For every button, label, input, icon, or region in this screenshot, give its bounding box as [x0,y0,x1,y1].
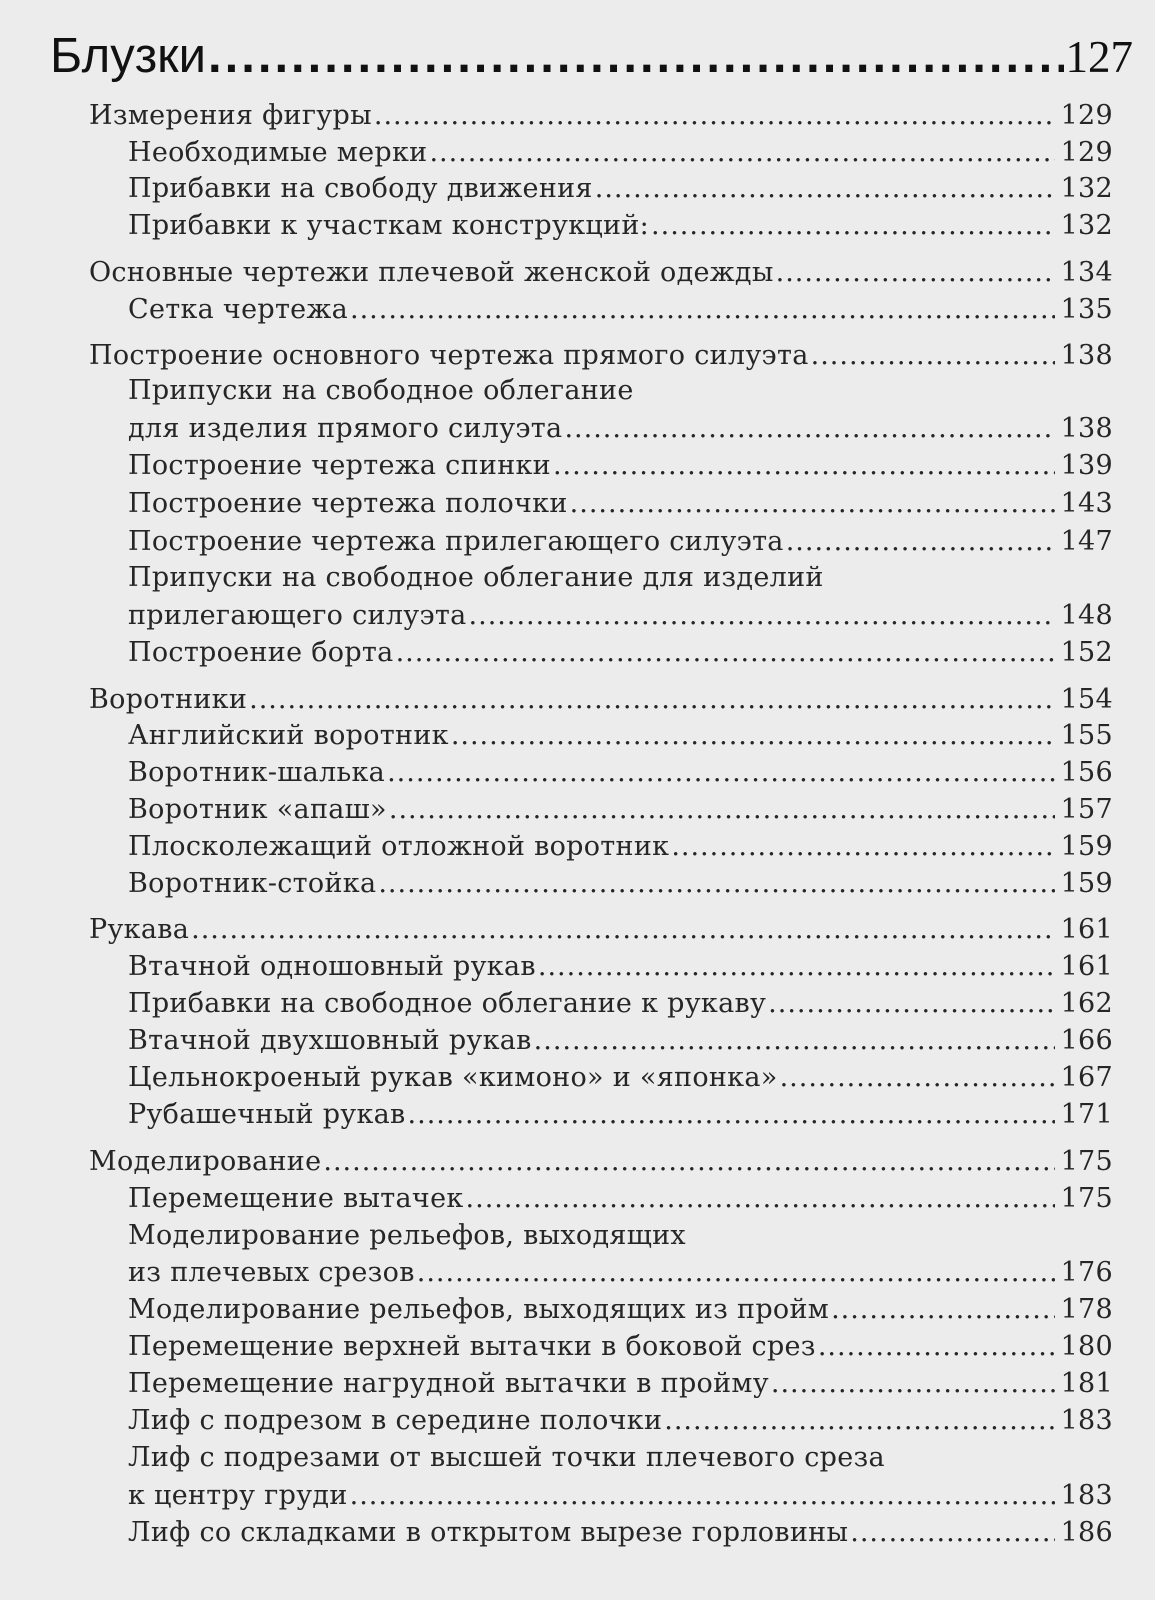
toc-entry-title: Построение чертежа спинки [128,450,551,481]
toc-entry[interactable] [0,951,1155,982]
dot-leader [553,450,1055,481]
toc-entry-page: 175 [1060,1146,1113,1177]
toc-entry-page: 129 [1060,137,1113,168]
toc-entry-title: Воротник-шалька [128,757,386,788]
toc-entry-title: Втачной одношовный рукав [128,951,536,982]
toc-entry-title: Необходимые мерки [128,137,428,168]
toc-entry[interactable] [0,1480,1155,1511]
toc-entry-page: 181 [1060,1368,1113,1399]
toc-entry[interactable] [0,340,1155,371]
toc-entry-title: Английский воротник [128,720,449,751]
toc-entry-title: Плосколежащий отложной воротник [128,831,670,862]
toc-entry-title: Прибавки на свободу движения [128,173,593,204]
dot-leader [469,600,1055,631]
toc-entry[interactable] [0,210,1155,241]
toc-entry-title: прилегающего силуэта [128,600,467,631]
toc-entry[interactable] [0,637,1155,668]
toc-entry-title: Лиф с подрезом в середине полочки [128,1405,663,1436]
toc-entry-page: 143 [1060,488,1113,519]
toc-entry[interactable] [0,720,1155,751]
toc-entry-page: 157 [1060,794,1113,825]
dot-leader [249,684,1055,715]
toc-entry-page: 155 [1060,720,1113,751]
toc-entry[interactable] [0,831,1155,862]
toc-entry[interactable] [0,757,1155,788]
dot-leader [768,988,1055,1019]
dot-leader [786,526,1055,557]
toc-entry-page: 171 [1060,1099,1113,1130]
toc-entry-title: для изделия прямого силуэта [128,413,563,444]
dot-leader [350,294,1055,325]
toc-entry-page: 154 [1060,684,1113,715]
toc-entry-title: Лиф со складками в открытом вырезе горловины [128,1517,849,1548]
toc-entry-title: Цельнокроеный рукав «кимоно» и «японка» [128,1062,778,1093]
toc-entry-page: 148 [1060,600,1113,631]
toc-entry-page: 159 [1060,831,1113,862]
dot-leader [417,1257,1055,1288]
toc-entry-title: Построение основного чертежа прямого силуэта [89,340,809,371]
dot-leader [850,1517,1055,1548]
dot-leader [811,340,1055,371]
toc-entry[interactable] [0,600,1155,631]
dot-leader [323,1146,1055,1177]
toc-entry-title: Построение борта [128,637,394,668]
toc-entry-page: 176 [1060,1257,1113,1288]
dot-leader [466,1183,1055,1214]
toc-entry-title: Построение чертежа полочки [128,488,568,519]
toc-entry[interactable] [0,1146,1155,1177]
dot-leader [396,637,1055,668]
toc-entry[interactable] [0,1257,1155,1288]
toc-entry-title: Воротники [89,684,248,715]
toc-entry[interactable] [0,294,1155,325]
dot-leader [671,831,1055,862]
dot-leader [408,1099,1055,1130]
toc-entry-page: 183 [1060,1405,1113,1436]
toc-entry-title: Прибавки на свободное облегание к рукаву [128,988,767,1019]
toc-entry-page: 183 [1060,1480,1113,1511]
toc-entry[interactable] [0,1368,1155,1399]
dot-leader [570,488,1055,519]
toc-entry[interactable] [0,1099,1155,1130]
toc-entry[interactable] [0,1183,1155,1214]
toc-entry[interactable] [0,173,1155,204]
toc-entry-title: из плечевых срезов [128,1257,415,1288]
toc-entry-title: Основные чертежи плечевой женской одежды [89,257,774,288]
dot-leader [595,173,1055,204]
toc-entry-title: Прибавки к участкам конструкций: [128,210,650,241]
toc-entry[interactable] [0,1062,1155,1093]
toc-entry-page: 178 [1060,1294,1113,1325]
dot-leader [538,951,1055,982]
dot-leader [818,1331,1055,1362]
toc-entry-title: Построение чертежа прилегающего силуэта [128,526,784,557]
toc-entry-page: 159 [1060,868,1113,899]
toc-entry-title: Перемещение нагрудной вытачки в пройму [128,1368,769,1399]
toc-entry-page: 180 [1060,1331,1113,1362]
toc-entry-title: Рубашечный рукав [128,1099,406,1130]
toc-entry[interactable] [0,100,1155,131]
dot-leader [651,210,1055,241]
toc-entry-page: 161 [1060,914,1113,945]
dot-leader [350,1480,1055,1511]
toc-entry[interactable] [0,1331,1155,1362]
toc-entry-title: Рукава [89,914,190,945]
section-heading [0,28,1155,84]
section-title: Блузки [50,29,206,83]
toc-entry[interactable] [0,413,1155,444]
toc-entry-page: 152 [1060,637,1113,668]
toc-entry-title-line: Припуски на свободное облегание для изделий [128,562,824,593]
dot-leader [771,1368,1055,1399]
toc-entry[interactable] [0,488,1155,519]
dot-leader [387,757,1055,788]
section-page-number: 127 [1065,32,1133,82]
toc-entry-page: 156 [1060,757,1113,788]
dot-leader [389,794,1055,825]
dot-leader [776,257,1055,288]
toc-entry[interactable] [0,1294,1155,1325]
toc-entry-title: к центру груди [128,1480,348,1511]
toc-entry-title: Втачной двухшовный рукав [128,1025,532,1056]
toc-entry-page: 132 [1060,173,1113,204]
toc-entry-page: 175 [1060,1183,1113,1214]
toc-entry[interactable] [0,868,1155,899]
toc-entry-title: Перемещение вытачек [128,1183,464,1214]
toc-entry-page: 167 [1060,1062,1113,1093]
toc-entry-title: Моделирование [89,1146,322,1177]
toc-entry[interactable] [0,137,1155,168]
toc-entry[interactable] [0,794,1155,825]
toc-entry-title: Перемещение верхней вытачки в боковой срез [128,1331,816,1362]
toc-entry[interactable] [0,988,1155,1019]
toc-entry-title: Воротник «апаш» [128,794,387,825]
toc-entry-title: Измерения фигуры [89,100,372,131]
toc-entry-page: 161 [1060,951,1113,982]
toc-entry[interactable] [0,450,1155,481]
toc-entry-title: Воротник-стойка [128,868,377,899]
toc-entry-page: 166 [1060,1025,1113,1056]
toc-entry-page: 132 [1060,210,1113,241]
dot-leader [429,137,1055,168]
toc-entry-page: 147 [1060,526,1113,557]
dot-leader [191,914,1055,945]
toc-entry[interactable] [0,1517,1155,1548]
toc-entry-title-line: Лиф с подрезами от высшей точки плечевого среза [128,1442,885,1473]
dot-leader [534,1025,1055,1056]
toc-entry-page: 162 [1060,988,1113,1019]
toc-entry-page: 135 [1060,294,1113,325]
toc-entry-page: 186 [1060,1517,1113,1548]
dot-leader [374,100,1055,131]
toc-entry[interactable] [0,1405,1155,1436]
dot-leader [564,413,1055,444]
toc-entry[interactable] [0,914,1155,945]
toc-entry-title-line: Моделирование рельефов, выходящих [128,1220,686,1251]
toc-entry-title: Сетка чертежа [128,294,348,325]
toc-entry-page: 139 [1060,450,1113,481]
dot-leader [780,1062,1055,1093]
toc-entry-title: Моделирование рельефов, выходящих из пройм [128,1294,830,1325]
toc-entry-page: 138 [1060,413,1113,444]
dot-leader [831,1294,1055,1325]
dot-leader [378,868,1055,899]
toc-entry[interactable] [0,526,1155,557]
dot-leader [208,28,1064,84]
toc-entry[interactable] [0,1025,1155,1056]
toc-entry-page: 129 [1060,100,1113,131]
dot-leader [664,1405,1055,1436]
toc-entry-title-line: Припуски на свободное облегание [128,375,634,406]
dot-leader [451,720,1055,751]
toc-entry-page: 134 [1060,257,1113,288]
toc-entry[interactable] [0,684,1155,715]
toc-entry-page: 138 [1060,340,1113,371]
toc-entry[interactable] [0,257,1155,288]
